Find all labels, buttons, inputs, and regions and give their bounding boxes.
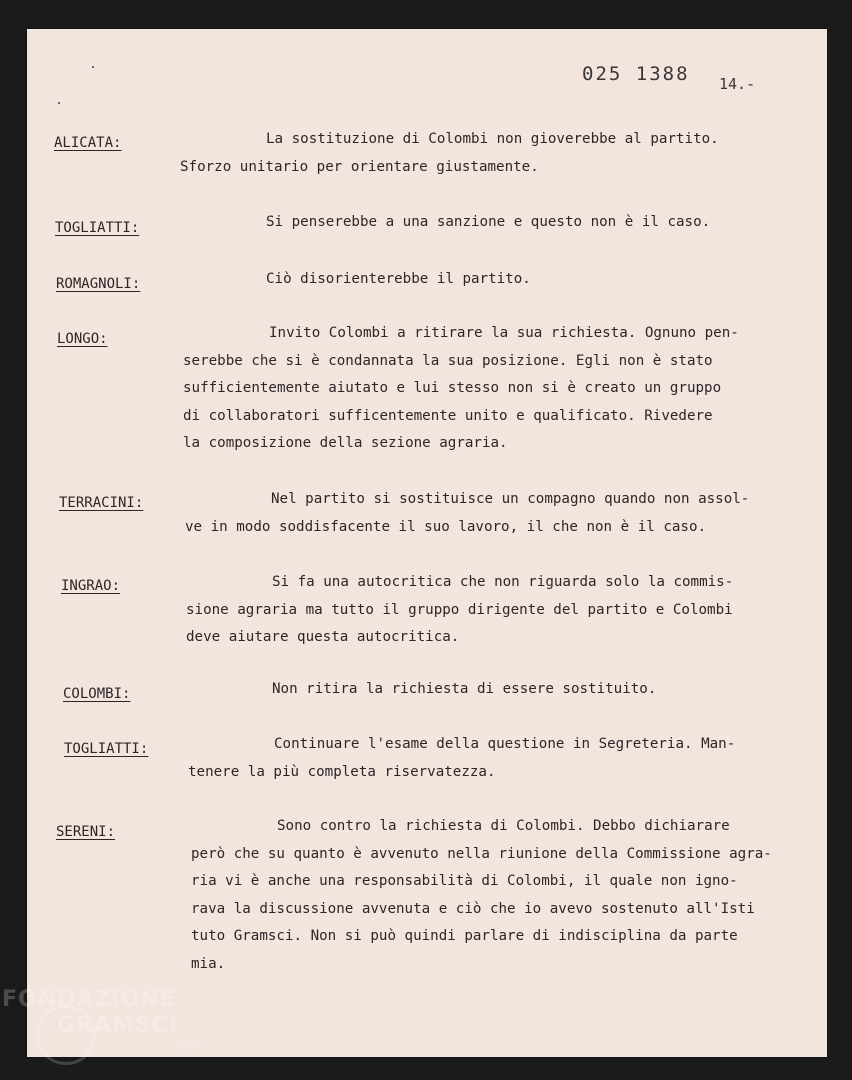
statement-line: ve in modo soddisfacente il suo lavoro, il che non è il caso.	[185, 518, 707, 535]
statement-line: Si penserebbe a una sanzione e questo non è il caso.	[266, 214, 711, 230]
statement-line: rava la discussione avvenuta e ciò che io avevo sostenuto all'Isti	[191, 900, 755, 917]
statement-line: Ciò disorienterebbe il partito.	[266, 271, 531, 287]
watermark-line-2: GRAMSCI	[57, 1013, 179, 1038]
statement-line: Non ritira la richiesta di essere sostituito.	[272, 681, 657, 697]
statement-line: Invito Colombi a ritirare la sua richiesta. Ognuno pen-	[269, 325, 739, 341]
speaker-name: COLOMBI:	[63, 686, 131, 702]
statement	[266, 209, 710, 237]
statement-line: ria vi è anche una responsabilità di Colombi, il quale non igno-	[191, 873, 738, 889]
speaker-name: INGRAO:	[61, 578, 121, 594]
statement	[183, 320, 739, 458]
document-page	[27, 29, 827, 1057]
ink-speck	[92, 66, 94, 68]
statement-line: sione agraria ma tutto il gruppo dirigente del partito e Colombi	[186, 601, 733, 618]
statement-line: tenere la più completa riservatezza.	[188, 763, 496, 780]
statement	[180, 126, 719, 181]
statement-line: di collaboratori sufficentemente unito e qualificato. Rivedere	[183, 407, 713, 424]
document-number: 025 1388	[582, 63, 690, 85]
statement	[266, 266, 531, 294]
statement-line: La sostituzione di Colombi non gioverebbe al partito.	[266, 131, 719, 147]
watermark-line-1: FONDAZIONE	[2, 987, 176, 1012]
speaker-name: SERENI:	[56, 824, 116, 840]
statement-line: serebbe che si è condannata la sua posizione. Egli non è stato	[183, 352, 713, 369]
statement	[185, 486, 749, 541]
speaker-name: TOGLIATTI:	[64, 741, 149, 757]
statement-line: deve aiutare questa autocritica.	[186, 629, 460, 645]
ink-speck	[58, 102, 60, 104]
speaker-name: ROMAGNOLI:	[56, 276, 141, 292]
statement	[186, 569, 733, 652]
statement-line: però che su quanto è avvenuto nella riunione della Commissione agra-	[191, 845, 772, 862]
statement-line: Sono contro la richiesta di Colombi. Debbo dichiarare	[277, 818, 730, 834]
statement-line: Sforzo unitario per orientare giustamente.	[180, 158, 539, 175]
statement-line: Continuare l'esame della questione in Segreteria. Man-	[274, 736, 736, 752]
statement-line: la composizione della sezione agraria.	[183, 435, 508, 451]
speaker-name: LONGO:	[57, 331, 108, 347]
watermark-line-3: onlus	[174, 1043, 199, 1053]
statement	[188, 731, 735, 786]
speaker-name: TERRACINI:	[59, 495, 144, 511]
page-number: 14.-	[719, 75, 756, 93]
statement	[191, 813, 772, 978]
statement	[272, 676, 656, 704]
speaker-name: ALICATA:	[54, 135, 122, 151]
statement-line: tuto Gramsci. Non si può quindi parlare di indisciplina da parte	[191, 928, 738, 944]
statement-line: Nel partito si sostituisce un compagno quando non assol-	[271, 491, 750, 507]
statement-line: mia.	[191, 955, 226, 972]
statement-line: Si fa una autocritica che non riguarda solo la commis-	[272, 574, 734, 590]
statement-line: sufficientemente aiutato e lui stesso non si è creato un gruppo	[183, 380, 722, 396]
speaker-name: TOGLIATTI:	[55, 220, 140, 236]
